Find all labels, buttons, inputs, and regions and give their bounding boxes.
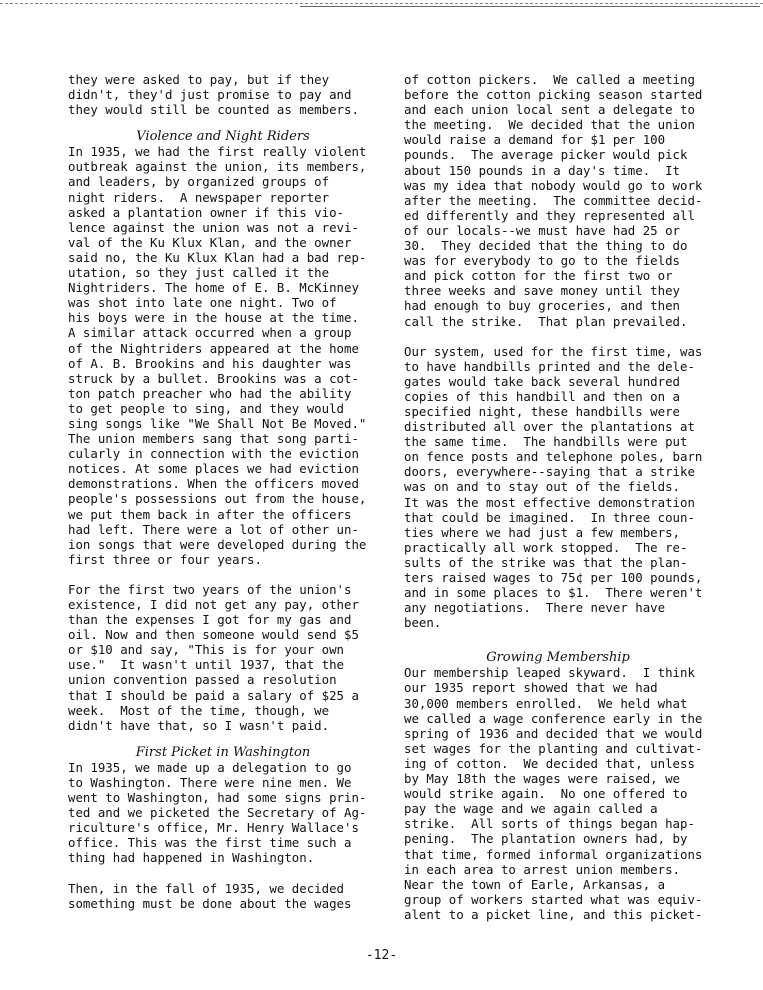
- text-line: and leaders, by organized groups of: [68, 174, 330, 190]
- text-line: ion songs that were developed during the: [68, 536, 367, 552]
- text-line: and pick cotton for the first two or: [404, 268, 673, 284]
- text-line: we put them back in after the officers: [68, 506, 352, 522]
- text-line: riculture's office, Mr. Henry Wallace's: [68, 820, 359, 836]
- text-line: was on and to stay out of the fields.: [404, 479, 681, 495]
- text-line: In 1935, we made up a delegation to go: [68, 759, 352, 775]
- text-line: asked a plantation owner if this vio-: [68, 204, 345, 220]
- text-line: val of the Ku Klux Klan, and the owner: [68, 234, 352, 250]
- text-line: office. This was the first time such a: [68, 835, 352, 851]
- text-line: In 1935, we had the first really violent: [68, 144, 367, 160]
- text-line: lence against the union was not a revi-: [68, 219, 359, 235]
- text-line: and in some places to $1. There weren't: [404, 585, 703, 601]
- text-line: cularly in connection with the eviction: [68, 446, 359, 462]
- text-line: 30,000 members enrolled. We held what: [404, 695, 688, 711]
- text-line: outbreak against the union, its members,: [68, 159, 367, 175]
- text-line: than the expenses I got for my gas and: [68, 612, 352, 628]
- text-line: or $10 and say, "This is for your own: [68, 642, 345, 658]
- text-line: practically all work stopped. The re-: [404, 539, 688, 555]
- text-line: Our system, used for the first time, was: [404, 343, 703, 359]
- text-line: pounds. The average picker would pick: [404, 147, 688, 163]
- text-line: and each union local sent a delegate to: [404, 102, 695, 118]
- text-line: Our membership leaped skyward. I think: [404, 665, 695, 681]
- text-line: of our locals--we must have had 25 or: [404, 222, 681, 238]
- text-line: in each area to arrest union members.: [404, 861, 681, 877]
- text-line: had left. There were a lot of other un-: [68, 521, 359, 537]
- text-line: sing songs like "We Shall Not Be Moved.": [68, 415, 367, 431]
- text-line: they were asked to pay, but if they: [68, 72, 330, 87]
- text-line: said no, the Ku Klux Klan had a bad rep-: [68, 249, 367, 265]
- text-line: sults of the strike was that the plan-: [404, 554, 688, 570]
- scan-top-edge: [0, 3, 763, 4]
- text-line: had enough to buy groceries, and then: [404, 298, 681, 314]
- text-line: by May 18th the wages were raised, we: [404, 771, 681, 787]
- intro-paragraph: [68, 72, 378, 117]
- text-line: any negotiations. There never have: [404, 600, 666, 616]
- text-line: oil. Now and then someone would send $5: [68, 627, 359, 643]
- text-line: the meeting. We decided that the union: [404, 117, 695, 133]
- text-line: would strike again. No one offered to: [404, 786, 688, 802]
- text-line: copies of this handbill and then on a: [404, 388, 681, 404]
- growing-paragraph: [404, 665, 712, 922]
- text-line: existence, I did not get any pay, other: [68, 597, 359, 612]
- text-line: utation, so they just called it the: [68, 265, 330, 281]
- text-line: alent to a picket line, and this picket-: [404, 906, 703, 922]
- text-line: to have handbills printed and the dele-: [404, 358, 695, 374]
- left-column: [68, 72, 378, 911]
- text-line: first three or four years.: [68, 551, 262, 567]
- text-line: pay the wage and we again called a: [404, 801, 658, 817]
- text-line: on fence posts and telephone poles, barn: [404, 449, 703, 465]
- text-line: of A. B. Brookins and his daughter was: [68, 355, 352, 371]
- text-line: group of workers started what was equiv-: [404, 891, 703, 907]
- text-line: notices. At some places we had eviction: [68, 461, 359, 477]
- text-line: our 1935 report showed that we had: [404, 680, 658, 696]
- violence-paragraph: [68, 144, 378, 567]
- text-line: that I should be paid a salary of $25 a: [68, 687, 359, 703]
- text-line: didn't, they'd just promise to pay and: [68, 87, 352, 103]
- text-line: union convention passed a resolution: [68, 672, 337, 688]
- text-line: strike. All sorts of things began hap-: [404, 816, 695, 832]
- text-line: 30. They decided that the thing to do: [404, 238, 688, 254]
- heading-growing: Growing Membership: [486, 650, 630, 666]
- text-line: was shot into late one night. Two of: [68, 295, 337, 311]
- text-line: before the cotton picking season started: [404, 87, 703, 103]
- text-line: to Washington. There were nine men. We: [68, 774, 352, 790]
- text-line: after the meeting. The committee decid-: [404, 192, 703, 208]
- text-line: of the Nightriders appeared at the home: [68, 340, 359, 356]
- text-line: ters raised wages to 75¢ per 100 pounds,: [404, 570, 703, 585]
- text-line: people's possessions out from the house,: [68, 491, 367, 507]
- text-line: ing of cotton. We decided that, unless: [404, 755, 695, 771]
- text-line: spring of 1936 and decided that we would: [404, 725, 703, 741]
- text-line: ted and we picketed the Secretary of Ag-: [68, 805, 367, 821]
- text-line: ties where we had just a few members,: [404, 524, 681, 540]
- text-line: distributed all over the plantations at: [404, 419, 695, 435]
- text-line: pening. The plantation owners had, by: [404, 831, 688, 847]
- text-line: went to Washington, had some signs prin-: [68, 790, 367, 806]
- text-line: It was the most effective demonstration: [404, 494, 695, 510]
- text-line: of cotton pickers. We called a meeting: [404, 72, 695, 87]
- page-number: -12-: [365, 948, 398, 963]
- text-line: The union members sang that song parti-: [68, 431, 359, 447]
- text-line: night riders. A newspaper reporter: [68, 189, 330, 205]
- pay-paragraph: [68, 582, 378, 733]
- fall-paragraph: [68, 881, 378, 911]
- text-line: three weeks and save money until they: [404, 283, 681, 299]
- text-line: they would still be counted as members.: [68, 102, 359, 118]
- text-line: ed differently and they represented all: [404, 207, 695, 223]
- text-line: specified night, these handbills were: [404, 403, 681, 419]
- wages-paragraph: [404, 72, 712, 329]
- text-line: been.: [404, 615, 442, 631]
- text-line: For the first two years of the union's: [68, 581, 352, 597]
- text-line: his boys were in the house at the time.: [68, 310, 359, 326]
- right-column: [404, 72, 712, 922]
- text-line: thing had happened in Washington.: [68, 850, 315, 866]
- text-line: ton patch preacher who had the ability: [68, 385, 352, 401]
- text-line: A similar attack occurred when a group: [68, 325, 352, 341]
- text-line: would raise a demand for $1 per 100: [404, 132, 666, 148]
- text-line: about 150 pounds in a day's time. It: [404, 162, 681, 178]
- text-line: set wages for the planting and cultivat-: [404, 740, 703, 756]
- text-line: use." It wasn't until 1937, that the: [68, 657, 345, 673]
- text-line: call the strike. That plan prevailed.: [404, 313, 688, 329]
- text-line: Then, in the fall of 1935, we decided: [68, 880, 345, 896]
- heading-picket: First Picket in Washington: [135, 744, 311, 760]
- heading-violence: Violence and Night Riders: [136, 129, 310, 145]
- text-line: was my idea that nobody would go to work: [404, 177, 703, 193]
- text-line: to get people to sing, and they would: [68, 400, 345, 416]
- text-line: that time, formed informal organizations: [404, 846, 703, 862]
- text-line: that could be imagined. In three coun-: [404, 509, 695, 525]
- text-line: was for everybody to go to the fields: [404, 253, 681, 269]
- scan-top-rule: [300, 6, 760, 7]
- system-paragraph: [404, 344, 712, 631]
- text-line: we called a wage conference early in the: [404, 710, 703, 726]
- text-line: the same time. The handbills were put: [404, 434, 688, 450]
- text-line: struck by a bullet. Brookins was a cot-: [68, 370, 359, 386]
- text-line: something must be done about the wages: [68, 895, 352, 911]
- picket-paragraph: [68, 760, 378, 866]
- text-line: demonstrations. When the officers moved: [68, 476, 359, 492]
- text-line: gates would take back several hundred: [404, 373, 681, 389]
- text-line: Near the town of Earle, Arkansas, a: [404, 876, 666, 892]
- text-line: Nightriders. The home of E. B. McKinney: [68, 280, 359, 296]
- text-line: didn't have that, so I wasn't paid.: [68, 717, 330, 733]
- text-line: doors, everywhere--saying that a strike: [404, 464, 695, 480]
- text-line: week. Most of the time, though, we: [68, 702, 330, 718]
